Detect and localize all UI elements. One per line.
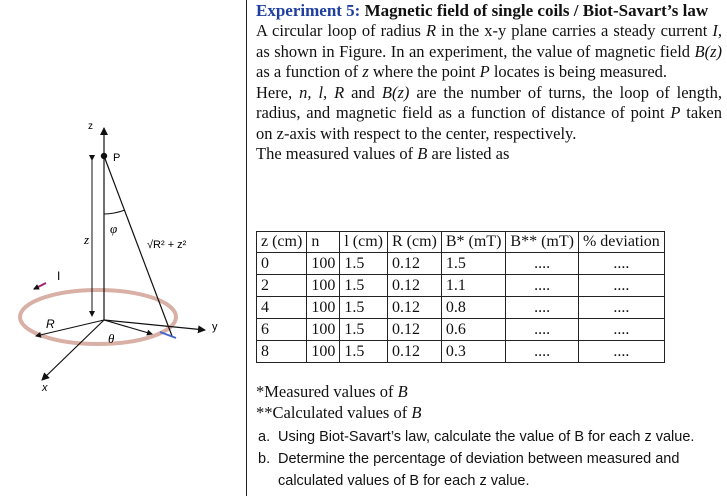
header-b-calculated: B** (mT) (506, 232, 579, 253)
experiment-title-text: Magnetic field of single coils / Biot-Savart’s law (360, 1, 709, 20)
task-a (258, 426, 722, 448)
footnotes (256, 381, 421, 423)
p1-t5: where the point (368, 62, 480, 81)
footnote-calculated-text: **Calculated values of (256, 403, 412, 422)
p2-t3: are the number of turns, the loop of length, radius, and magnetic field as a function of distance of point (256, 82, 722, 122)
paragraph-1 (256, 21, 722, 83)
p3-t1: The measured values of (256, 144, 418, 163)
p1-z: z (362, 62, 369, 81)
footnote-measured (256, 381, 421, 402)
point-label: P (113, 152, 121, 164)
problem-text (256, 0, 722, 165)
header-r: R (cm) (387, 232, 441, 253)
cell-deviation: .... (578, 253, 664, 275)
distance-label: √R² + z² (147, 239, 187, 251)
table-row (257, 253, 665, 275)
cell-b-calculated: .... (506, 319, 579, 341)
task-a-label: a. (258, 429, 271, 445)
footnote-measured-b: B (397, 382, 408, 401)
table-header-row (257, 232, 665, 253)
p1-r: R (426, 21, 437, 40)
cell-r: 0.12 (387, 275, 441, 297)
task-b-text: Determine the percentage of deviation between measured and calculated values of B for each z value. (278, 451, 680, 489)
cell-b-measured: 0.8 (441, 297, 506, 319)
table-row (257, 341, 665, 363)
cell-l: 1.5 (340, 253, 388, 275)
task-a-text: Using Biot-Savart’s law, calculate the value of B for each z value. (278, 429, 695, 445)
measurement-table (256, 231, 665, 363)
cell-l: 1.5 (340, 275, 388, 297)
cell-r: 0.12 (387, 297, 441, 319)
cell-b-calculated: .... (506, 297, 579, 319)
p1-p: P (479, 62, 490, 81)
p1-t3: , as shown in Figure. In an experiment, the value of magnetic field (256, 21, 722, 61)
cell-n: 100 (307, 275, 340, 297)
cell-r: 0.12 (387, 253, 441, 275)
p3-t2: are listed as (427, 144, 510, 163)
footnote-calculated-b: B (411, 403, 422, 422)
z-dimension-label: z (84, 232, 90, 247)
p3-b: B (417, 144, 428, 163)
experiment-title (256, 1, 722, 21)
current-loop (20, 290, 176, 344)
theta-label: θ (108, 331, 115, 346)
footnote-measured-text: *Measured values of (256, 382, 398, 401)
phi-label: φ (110, 221, 118, 236)
cell-b-calculated: .... (506, 253, 579, 275)
header-deviation: % deviation (578, 232, 664, 253)
p1-t1: A circular loop of radius (256, 21, 426, 40)
p2-t2: and (344, 82, 382, 102)
task-list (258, 426, 722, 492)
cell-r: 0.12 (387, 341, 441, 363)
table-row (257, 297, 665, 319)
header-l: l (cm) (340, 232, 388, 253)
radius-label: R (46, 317, 55, 331)
current-direction-arrow (34, 283, 46, 289)
p1-t4: as a function of (256, 62, 363, 81)
header-b-measured: B* (mT) (441, 232, 506, 253)
p1-i: I (712, 21, 718, 40)
paragraph-2 (256, 83, 722, 145)
cell-b-measured: 0.3 (441, 341, 506, 363)
cell-r: 0.12 (387, 319, 441, 341)
x-axis-label: x (42, 382, 48, 394)
current-label: I (57, 269, 61, 283)
task-b (258, 448, 722, 492)
cell-b-calculated: .... (506, 275, 579, 297)
table-row (257, 275, 665, 297)
cell-deviation: .... (578, 319, 664, 341)
p1-t6: locates is being measured. (489, 62, 668, 81)
cell-l: 1.5 (340, 319, 388, 341)
p2-vars: n, l, R (299, 82, 345, 102)
y-axis-line (104, 320, 205, 330)
cell-z: 4 (257, 297, 307, 319)
cell-b-measured: 1.5 (441, 253, 506, 275)
footnote-calculated (256, 402, 421, 423)
paragraph-3 (256, 144, 722, 165)
table-row (257, 319, 665, 341)
cell-deviation: .... (578, 297, 664, 319)
cell-b-measured: 0.6 (441, 319, 506, 341)
cell-deviation: .... (578, 275, 664, 297)
cell-n: 100 (307, 341, 340, 363)
phi-arc (104, 210, 125, 214)
coil-diagram (0, 0, 246, 496)
cell-n: 100 (307, 253, 340, 275)
p2-t4: taken on z-axis with respect to the center, respectively. (256, 103, 722, 143)
cell-n: 100 (307, 319, 340, 341)
p1-bz: B(z) (694, 41, 722, 61)
cell-z: 0 (257, 253, 307, 275)
experiment-number: Experiment 5: (256, 1, 361, 20)
cell-deviation: .... (578, 341, 664, 363)
z-axis-label: z (88, 121, 93, 132)
y-axis-label: y (212, 321, 218, 333)
p2-t1: Here, (256, 82, 300, 102)
column-divider (246, 0, 247, 496)
point-p (101, 153, 107, 159)
cell-b-measured: 1.1 (441, 275, 506, 297)
cell-b-calculated: .... (506, 341, 579, 363)
cell-z: 2 (257, 275, 307, 297)
description (256, 21, 722, 165)
p2-p: P (670, 103, 681, 122)
header-z: z (cm) (257, 232, 307, 253)
p2-bz: B(z) (381, 82, 410, 102)
header-n: n (307, 232, 340, 253)
cell-l: 1.5 (340, 297, 388, 319)
task-b-label: b. (258, 451, 271, 467)
p1-t2: in the x-y plane carries a steady current (436, 21, 713, 40)
current-element (160, 332, 176, 338)
cell-n: 100 (307, 297, 340, 319)
cell-z: 8 (257, 341, 307, 363)
cell-l: 1.5 (340, 341, 388, 363)
cell-z: 6 (257, 319, 307, 341)
